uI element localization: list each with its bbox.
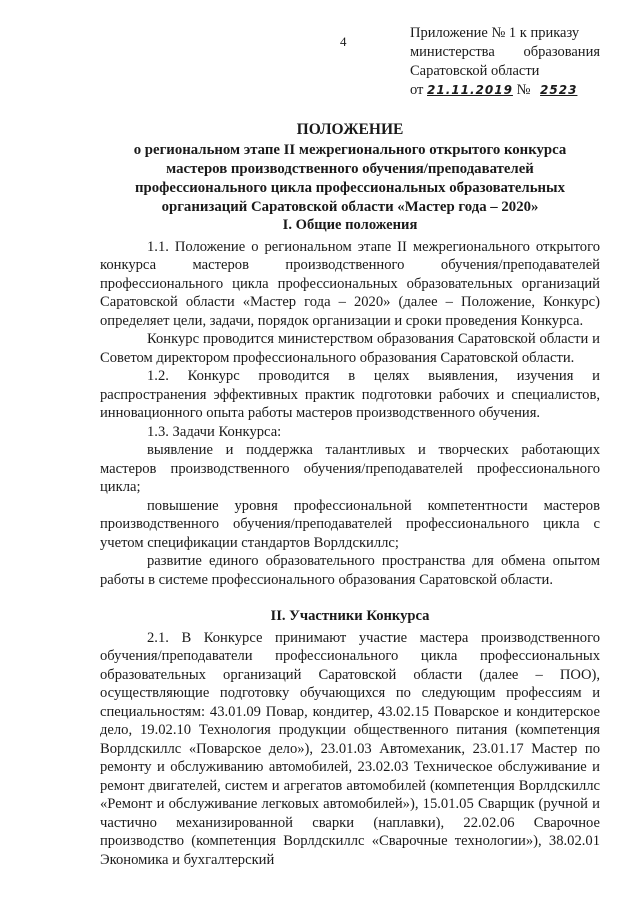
handwritten-date: 21.11.2019 xyxy=(427,83,513,97)
appendix-line-2: министерства образования xyxy=(410,44,600,60)
title-line-1: о региональном этапе II межрегионального открытого конкурса xyxy=(133,142,567,158)
section-heading-1: I. Общие положения xyxy=(282,217,418,233)
date-prefix: от xyxy=(410,82,424,98)
appendix-line-3: Саратовской области xyxy=(410,63,540,79)
title-line-4: организаций Саратовской области «Мастер года – 2020» xyxy=(161,199,539,215)
section-heading-2: II. Участники Конкурса xyxy=(270,608,430,624)
appendix-date-line xyxy=(410,81,600,100)
title-line-2: мастеров производственного обучения/преподавателей xyxy=(166,161,534,177)
paragraph-organizers: Конкурс проводится министерством образования Саратовской области и Советом директором профессионального образования Саратовской области. xyxy=(100,331,600,366)
task-item-2: повышение уровня профессиональной компетентности мастеров производственного обучения/преподавателей профессионального цикла с учетом спецификации стандартов Ворлдскиллс; xyxy=(100,497,600,551)
task-item-1: выявление и поддержка талантливых и творческих работающих мастеров производственного обучения/преподавателей профессионального цикла; xyxy=(100,442,600,495)
page-number: 4 xyxy=(340,34,347,49)
appendix-block xyxy=(410,24,600,100)
paragraph-1-1: 1.1. Положение о региональном этапе II межрегионального открытого конкурса мастеров производственного обучения/преподавателей профессионального цикла профессиональных образовательных организаций Саратовской области «Мастер года – 2020» (далее – Положение, Конкурс) определяет цели, задачи, порядок организации и сроки проведения Конкурса. xyxy=(100,238,600,329)
handwritten-number: 2523 xyxy=(540,83,578,97)
appendix-line-1: Приложение № 1 к приказу xyxy=(410,25,580,41)
paragraph-1-2: 1.2. Конкурс проводится в целях выявления, изучения и распространения эффективных практик подготовки рабочих и специалистов, инновационного опыта работы мастеров производственного обучения. xyxy=(100,368,600,421)
document-body xyxy=(100,216,600,869)
paragraph-2-1: 2.1. В Конкурсе принимают участие мастера производственного обучения/преподаватели профессионального цикла профессиональных образовательных организаций Саратовской области (далее – ПОО), осуществляющие подготовку обучающихся по следующим профессиям и специальностям: 43.01.09 Повар, кондитер, 43.02.15 Поварское и кондитерское дело, 19.02.10 Технология продукции общественного питания (компетенция Ворлдскиллс «Поварское дело»), 23.01.03 Автомеханик, 23.01.17 Мастер по ремонту и обслуживанию автомобилей, 23.02.03 Техническое обслуживание и ремонт двигателей, систем и агрегатов автомобилей (компетенция Ворлдскиллс «Ремонт и обслуживание легковых автомобилей»), 15.01.05 Сварщик (ручной и частично механизированной сварки (наплавки), 22.02.06 Сварочное производство (компетенция Ворлдскиллс «Сварочные технологии»), 38.02.01 Экономика и бухгалтерский xyxy=(100,629,600,868)
title-main: ПОЛОЖЕНИЕ xyxy=(296,121,404,138)
task-item-3: развитие единого образовательного пространства для обмена опытом работы в системе профессионального образования Саратовской области. xyxy=(100,553,600,588)
title-line-3: профессионального цикла профессиональных образовательных xyxy=(134,180,566,196)
paragraph-1-3: 1.3. Задачи Конкурса: xyxy=(147,423,282,440)
document-title xyxy=(100,120,600,217)
number-prefix: № xyxy=(516,82,531,98)
